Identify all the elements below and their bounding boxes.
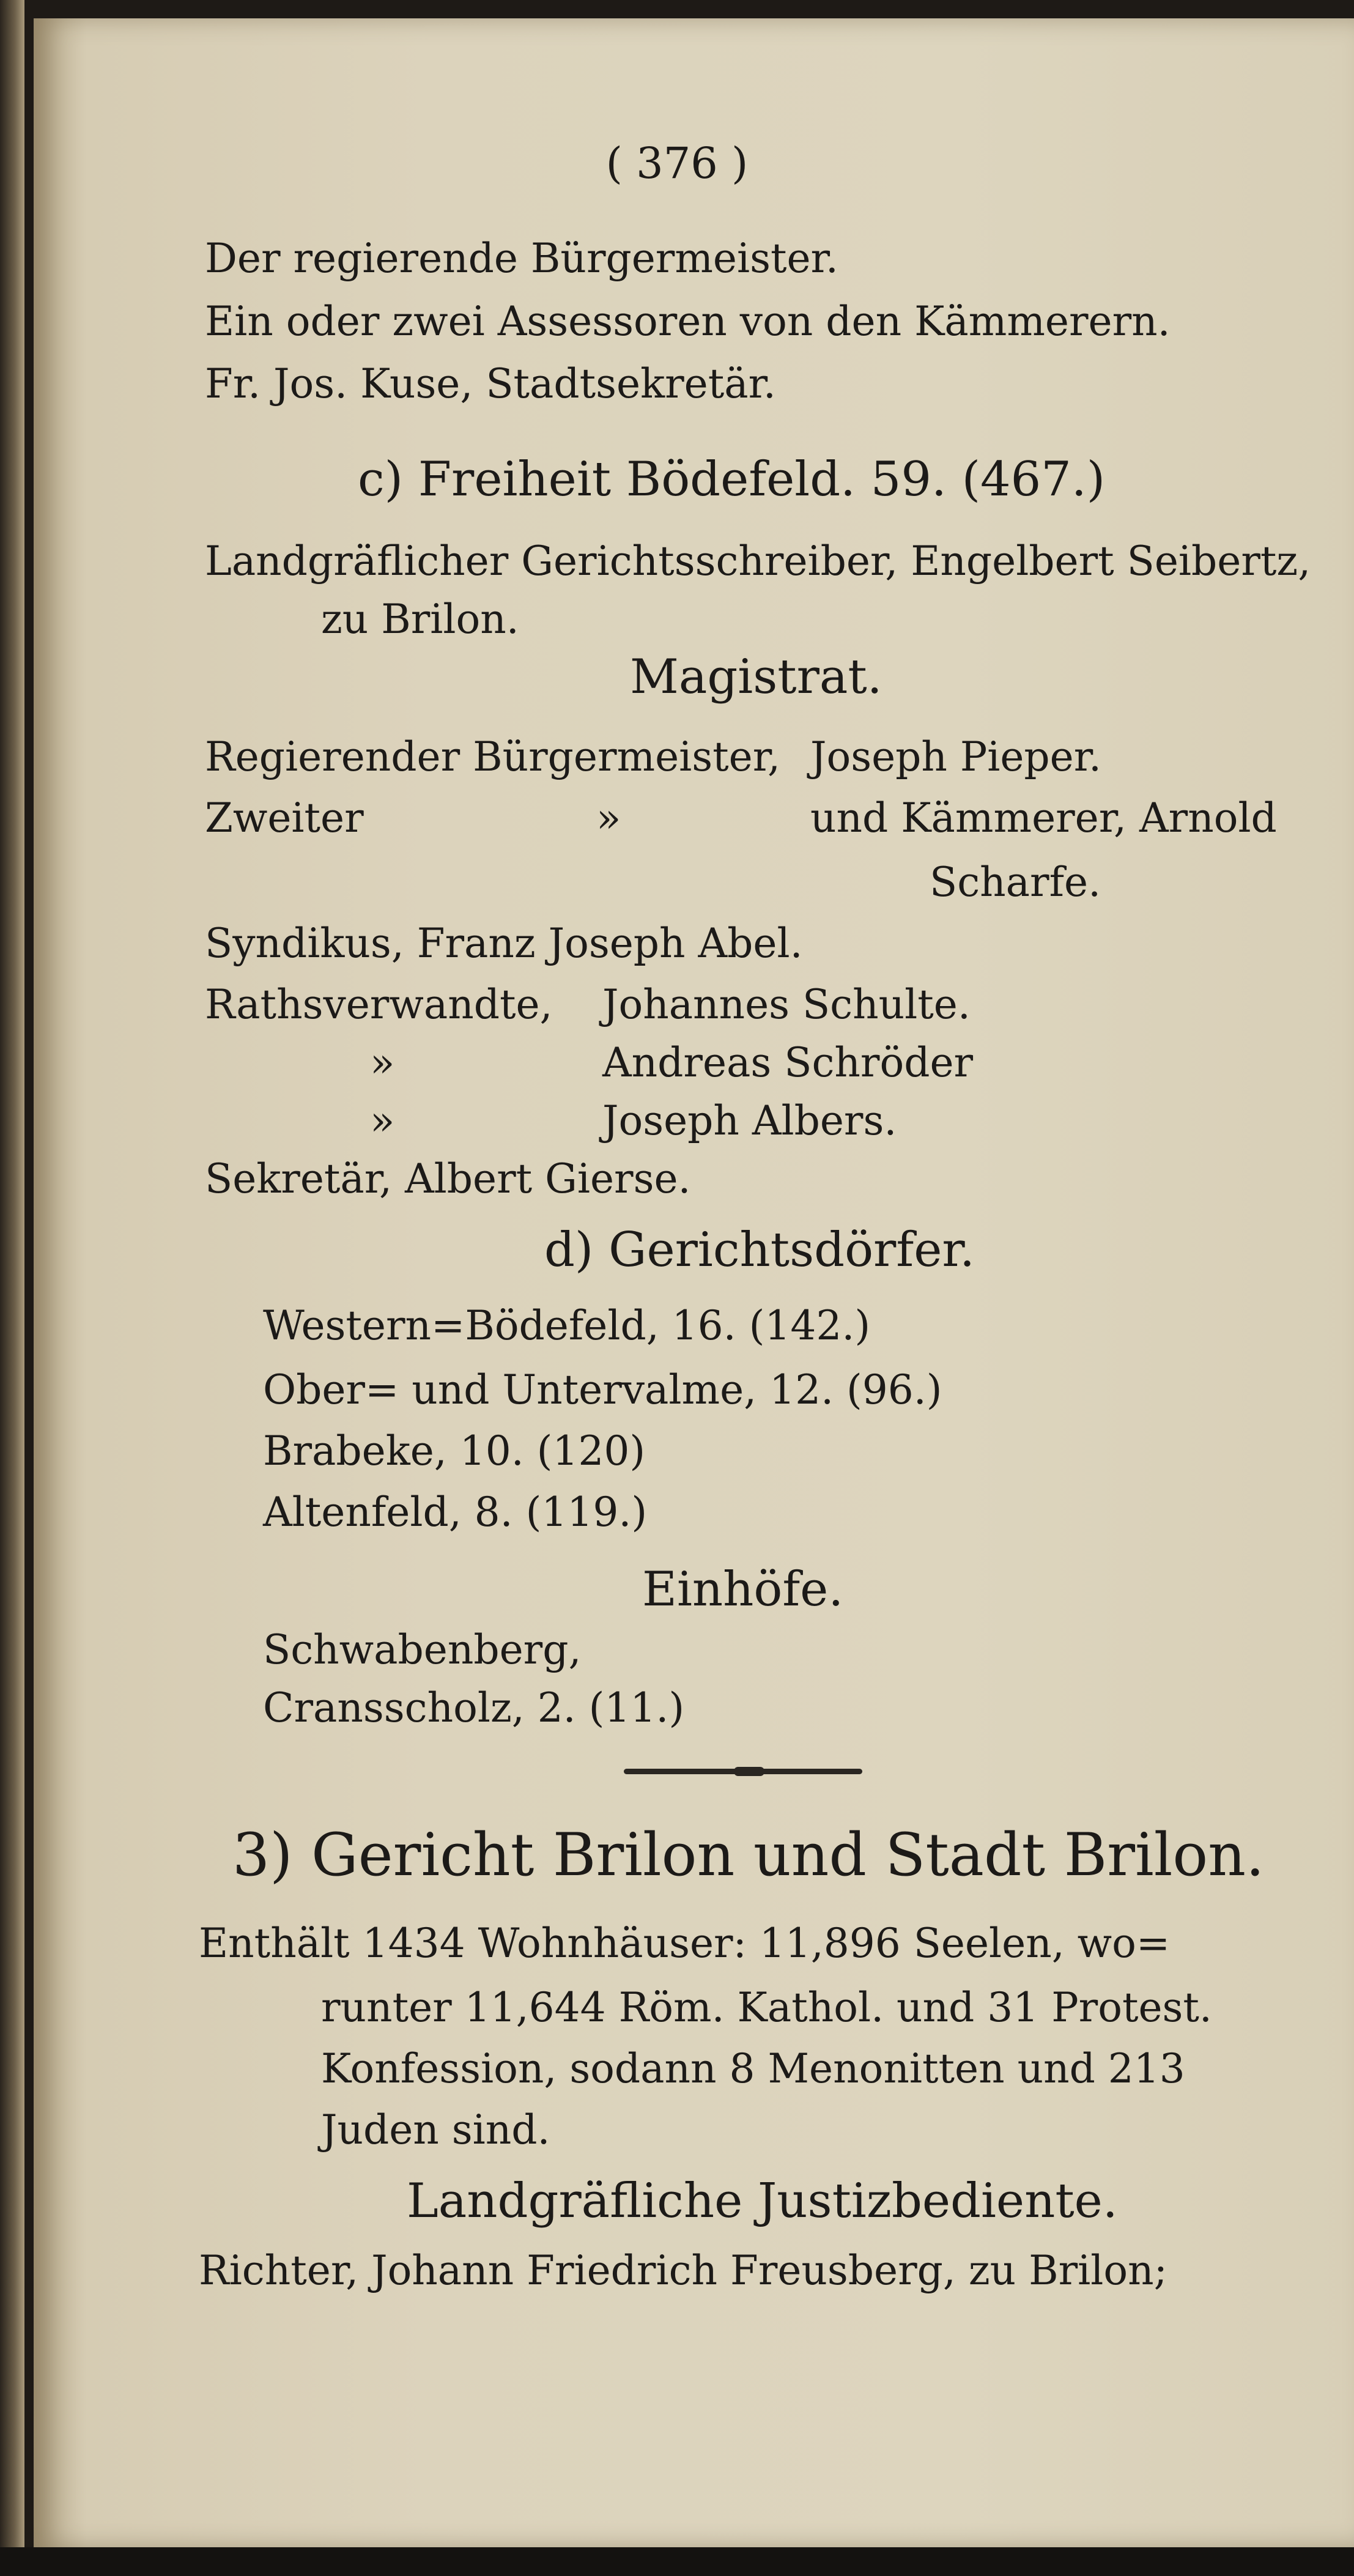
ditto-mark: » [370,1097,395,1144]
text-line: Joseph Albers. [602,1097,897,1144]
book-spine [0,0,24,2576]
text-line: Richter, Johann Friedrich Freusberg, zu Brilon; [199,2247,1167,2294]
subheading-magistrat: Magistrat. [630,650,882,705]
text-line: Joseph Pieper. [810,733,1102,780]
text-line: Konfession, sodann 8 Menonitten und 213 [321,2045,1185,2092]
text-line: Scharfe. [930,859,1101,906]
text-line: Sekretär, Albert Gierse. [205,1155,691,1202]
ditto-mark: » [370,1039,395,1086]
text-line: Enthält 1434 Wohnhäuser: 11,896 Seelen, wo= [199,1920,1171,1967]
text-line: Landgräflicher Gerichtsschreiber, Engelbert Seibertz, [205,538,1311,585]
text-line: Syndikus, Franz Joseph Abel. [205,920,803,967]
text-line: und Kämmerer, Arnold [810,794,1277,842]
page-number: ( 376 ) [605,138,749,188]
text-line: Zweiter [205,794,364,842]
text-line: Der regierende Bürgermeister. [205,235,838,282]
text-line: Johannes Schulte. [602,981,971,1028]
subheading-justiz: Landgräfliche Justizbediente. [407,2174,1118,2229]
text-line: Regierender Bürgermeister, [205,733,781,780]
text-line: Schwabenberg, [263,1626,582,1673]
text-line: Rathsverwandte, [205,981,553,1028]
text-line: runter 11,644 Röm. Kathol. und 31 Protest. [321,1984,1212,2031]
text-line: Cransscholz, 2. (11.) [263,1684,685,1731]
text-line: Ein oder zwei Assessoren von den Kämmerern. [205,298,1171,345]
text-line: Brabeke, 10. (120) [263,1427,646,1475]
text-line: Altenfeld, 8. (119.) [263,1489,648,1536]
text-line: zu Brilon. [321,596,519,643]
text-line: Andreas Schröder [602,1039,974,1086]
section-divider [624,1769,862,1774]
text-line: Juden sind. [321,2106,550,2153]
text-line: Ober= und Untervalme, 12. (96.) [263,1366,942,1413]
section-heading-3: 3) Gericht Brilon und Stadt Brilon. [232,1821,1265,1889]
ditto-mark: » [596,794,621,842]
page-bottom-edge [0,2547,1354,2576]
text-line: Fr. Jos. Kuse, Stadtsekretär. [205,360,776,407]
section-heading-d: d) Gerichtsdörfer. [544,1223,975,1278]
section-heading-c: c) Freiheit Bödefeld. 59. (467.) [358,452,1106,507]
text-line: Western=Bödefeld, 16. (142.) [263,1302,871,1349]
subheading-einhoefe: Einhöfe. [642,1562,844,1617]
